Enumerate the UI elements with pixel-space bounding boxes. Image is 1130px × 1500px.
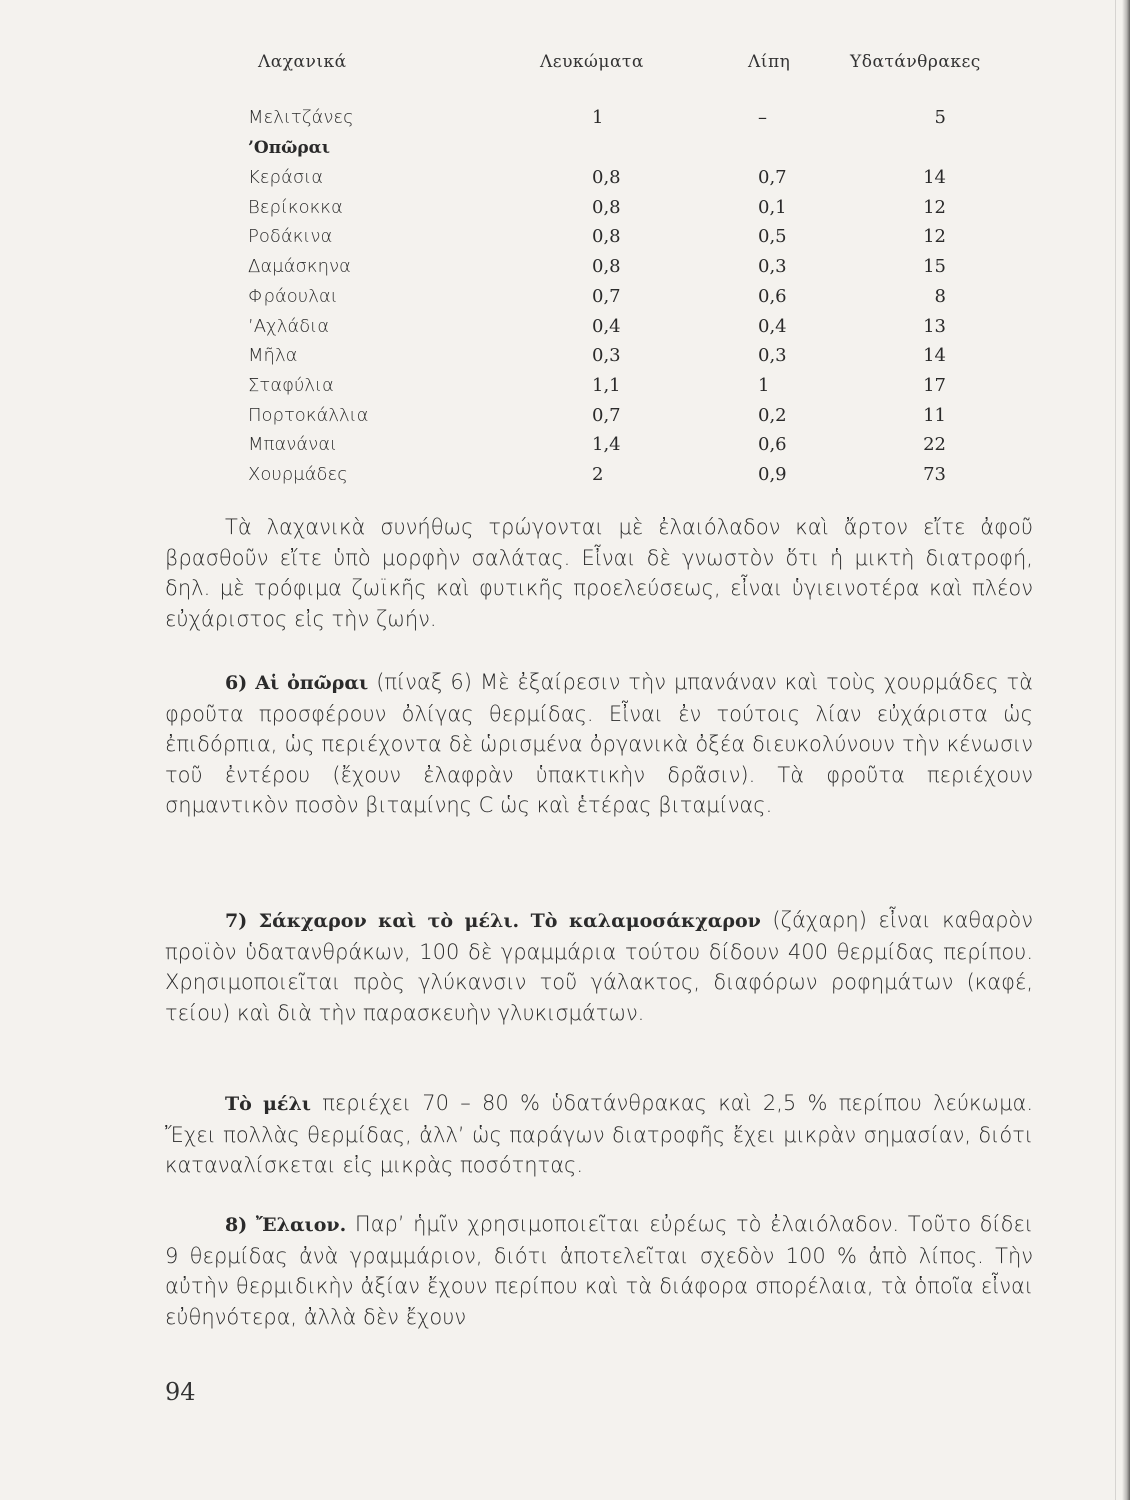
row-name: Μῆλα bbox=[248, 345, 298, 367]
section-number: 8) bbox=[225, 1214, 248, 1236]
row-protein: 0,8 bbox=[592, 256, 621, 278]
page-number: 94 bbox=[165, 1378, 196, 1406]
paragraph-text: Τὰ λαχανικὰ συνήθως τρώγονται μὲ ἐλαιόλαδον καὶ ἄρτον εἴτε ἀφοῦ βρασθοῦν εἴτε ὑπὸ μορφὴν σαλάτας. Εἶναι δὲ γνωστὸν ὅτι ἡ μικτὴ διατροφή, δηλ. μὲ τρόφιμα ζωϊκῆς καὶ φυτικῆς προελεύσεως, εἶναι ὑγιεινοτέρα καὶ πλέον εὐχάριστος εἰς τὴν ζωήν. bbox=[165, 515, 1033, 631]
row-fat: 0,2 bbox=[758, 404, 787, 426]
row-fat: 0,6 bbox=[758, 434, 787, 456]
table-row bbox=[0, 433, 1130, 463]
paragraph-text: (πίναξ 6) Μὲ ἐξαίρεσιν τὴν μπανάναν καὶ τοὺς χουρμάδες τὰ φροῦτα προσφέρουν ὀλίγας θερμίδας. Εἶναι ἐν τούτοις λίαν εὐχάριστα ὡς ἐπιδόρπια, ὡς περιέχοντα δὲ ὡρισμένα ὀργανικὰ ὀξέα διευκολύνουν τὴν κένωσιν τοῦ ἐντέρου (ἔχουν ἐλαφρὰν ὑπακτικὴν δρᾶσιν). Τὰ φροῦτα περιέχουν σημαντικὸν ποσὸν βιταμίνης C ὡς καὶ ἑτέρας βιταμίνας. bbox=[165, 670, 1033, 817]
table-row-eggplant bbox=[0, 106, 1130, 136]
header-fats: Λίπη bbox=[748, 52, 791, 72]
section-heading: Τὸ μέλι bbox=[225, 1093, 311, 1115]
row-carbs: 73 bbox=[923, 464, 946, 485]
row-name: Μπανάναι bbox=[248, 434, 338, 456]
table-row bbox=[0, 344, 1130, 374]
row-fat: 0,4 bbox=[758, 315, 787, 337]
table-section-fruits bbox=[0, 136, 1130, 166]
row-carbs: 5 bbox=[934, 107, 946, 128]
paragraph-sugar bbox=[165, 905, 1033, 1028]
table-row bbox=[0, 463, 1130, 493]
row-name: Σταφύλια bbox=[248, 374, 334, 396]
header-proteins: Λευκώματα bbox=[540, 52, 644, 72]
paragraph-fruits bbox=[165, 667, 1033, 821]
table-row bbox=[0, 374, 1130, 404]
section-heading: Σάκχαρον καὶ τὸ μέλι. bbox=[258, 910, 520, 932]
paragraph-text: περιέχει 70 – 80 % ὑδατάνθρακας καὶ 2,5 % περίπου λεύκωμα. Ἔχει πολλὰς θερμίδας, ἀλλ’ ὡς παράγων διατροφῆς ἔχει μικρὰν σημασίαν, διότι καταναλίσκεται εἰς μικρὰς ποσότητας. bbox=[165, 1091, 1033, 1177]
row-fat: 1 bbox=[758, 374, 770, 396]
row-fat: 0,3 bbox=[758, 345, 787, 367]
row-protein: 0,8 bbox=[592, 226, 621, 248]
table-row bbox=[0, 196, 1130, 226]
row-protein: 0,4 bbox=[592, 315, 621, 337]
table-row bbox=[0, 255, 1130, 285]
row-protein: 0,8 bbox=[592, 167, 621, 188]
row-name: Κεράσια bbox=[248, 167, 324, 188]
row-fat: 0,9 bbox=[758, 464, 787, 485]
table-row bbox=[0, 404, 1130, 434]
row-carbs: 11 bbox=[923, 404, 946, 426]
paragraph-vegetables bbox=[165, 512, 1033, 634]
paragraph-text: (ζάχαρη) εἶναι καθαρὸν προϊὸν ὑδατανθράκων, 100 δὲ γραμμάρια τούτου δίδουν 400 θερμίδας περίπου. Χρησιμοποιεῖται πρὸς γλύκανσιν τοῦ γάλακτος, διαφόρων ροφημάτων (καφέ, τείου) καὶ διὰ τὴν παρασκευὴν γλυκισμάτων. bbox=[165, 908, 1033, 1025]
row-carbs: 12 bbox=[923, 196, 946, 218]
table-row bbox=[0, 225, 1130, 255]
row-fat: 0,5 bbox=[758, 226, 787, 248]
row-fat: 0,3 bbox=[758, 256, 787, 278]
row-fat: 0,6 bbox=[758, 285, 787, 307]
row-carbs: 17 bbox=[923, 374, 946, 396]
row-name: Δαμάσκηνα bbox=[248, 256, 351, 278]
row-carbs: 22 bbox=[923, 434, 946, 456]
section-subheading: Τὸ καλαμοσάκχαρον bbox=[530, 910, 761, 932]
row-protein: 1 bbox=[592, 107, 604, 128]
row-name: Βερίκοκκα bbox=[248, 196, 343, 218]
row-name: Ροδάκινα bbox=[248, 226, 333, 248]
row-protein: 0,3 bbox=[592, 345, 621, 367]
row-protein: 1,1 bbox=[592, 374, 621, 396]
row-protein: 0,8 bbox=[592, 196, 621, 218]
row-fat: 0,1 bbox=[758, 196, 787, 218]
paragraph-text: Παρ’ ἡμῖν χρησιμοποιεῖται εὐρέως τὸ ἐλαιόλαδον. Τοῦτο δίδει 9 θερμίδας ἀνὰ γραμμάριον, διότι ἀποτελεῖται σχεδὸν 100 % ἀπὸ λίπος. Τὴν αὐτὴν θερμιδικὴν ἀξίαν ἔχουν περίπου καὶ τὰ διάφορα σπορέλαια, τὰ ὁποῖα εἶναι εὐθηνότερα, ἀλλὰ δὲν ἔχουν bbox=[165, 1212, 1033, 1329]
row-name: Χουρμάδες bbox=[248, 464, 348, 485]
header-carbs: Υδατάνθρακες bbox=[850, 52, 981, 72]
row-carbs: 12 bbox=[923, 226, 946, 248]
section-number: 7) bbox=[225, 910, 248, 932]
row-name: Πορτοκάλλια bbox=[248, 404, 369, 426]
row-protein: 1,4 bbox=[592, 434, 621, 456]
row-name: ’Αχλάδια bbox=[248, 315, 330, 337]
row-carbs: 15 bbox=[923, 256, 946, 278]
section-label: ’Οπῶραι bbox=[248, 138, 330, 158]
row-name: Φράουλαι bbox=[248, 285, 338, 307]
row-carbs: 13 bbox=[923, 315, 946, 337]
row-carbs: 14 bbox=[923, 345, 946, 367]
table-row bbox=[0, 285, 1130, 315]
section-heading: Αἱ ὀπῶραι bbox=[255, 672, 369, 694]
paragraph-honey bbox=[165, 1088, 1033, 1181]
row-fat: 0,7 bbox=[758, 167, 787, 188]
row-carbs: 8 bbox=[934, 285, 946, 307]
paragraph-oil bbox=[165, 1209, 1033, 1332]
section-number: 6) bbox=[225, 672, 248, 694]
header-vegetables: Λαχανικά bbox=[258, 52, 347, 72]
row-fat: – bbox=[758, 107, 767, 128]
row-protein: 0,7 bbox=[592, 404, 621, 426]
row-carbs: 14 bbox=[923, 167, 946, 188]
row-protein: 0,7 bbox=[592, 285, 621, 307]
table-row bbox=[0, 166, 1130, 196]
row-name: Μελιτζάνες bbox=[248, 107, 354, 128]
table-row bbox=[0, 315, 1130, 345]
row-protein: 2 bbox=[592, 464, 604, 485]
section-heading: Ἔλαιον. bbox=[255, 1214, 347, 1236]
